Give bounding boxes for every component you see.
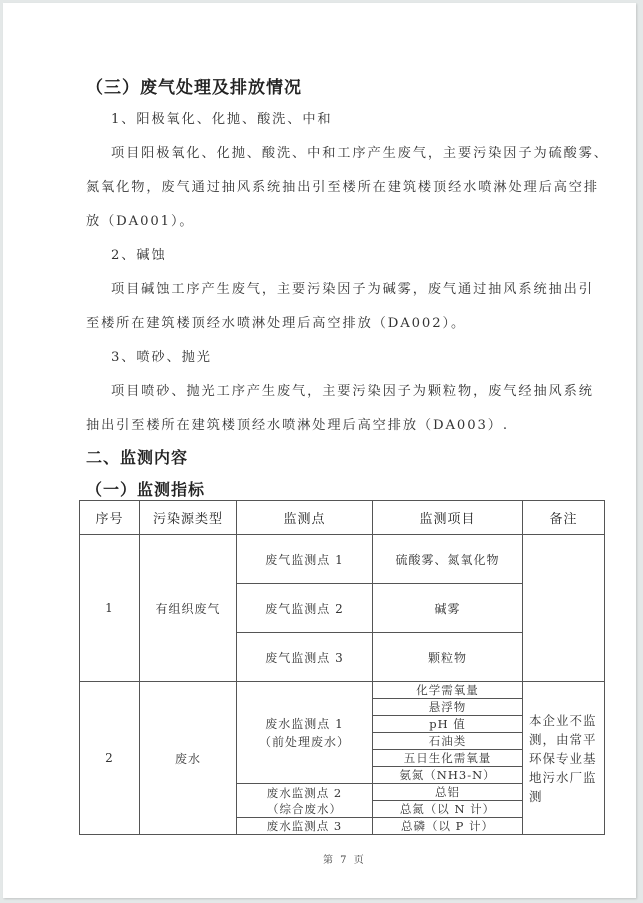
item-1-line-1: 项目阳极氧化、化抛、酸洗、中和工序产生废气，主要污染因子为硫酸雾、 — [111, 146, 609, 161]
cell-remarks: 本企业不监测，由常平环保专业基地污水厂监测 — [523, 682, 605, 835]
item-3-line-2: 抽出引至楼所在建筑楼顶经水喷淋处理后高空排放（DA003）. — [86, 418, 509, 433]
item-1-line-2: 氮氧化物，废气通过抽风系统抽出引至楼所在建筑楼顶经水喷淋处理后高空排 — [86, 180, 599, 195]
document-page — [3, 3, 636, 898]
cell-no: 1 — [80, 535, 140, 682]
cell-item: 氨氮（NH3-N） — [373, 767, 523, 784]
item-1-line-3: 放（DA001）。 — [86, 214, 195, 229]
monitoring-table — [79, 500, 605, 835]
cell-item: pH 值 — [373, 716, 523, 733]
cell-remarks — [523, 535, 605, 682]
chapter-heading-monitoring: 二、监测内容 — [86, 448, 189, 467]
cell-item: 石油类 — [373, 733, 523, 750]
header-monitoring-point: 监测点 — [237, 501, 373, 535]
point-name: 废水监测点 2 — [266, 785, 343, 800]
table-header-row — [80, 501, 605, 535]
point-sub: （综合废水） — [267, 801, 342, 816]
cell-item: 颗粒物 — [373, 633, 523, 682]
point-sub: （前处理废水） — [258, 734, 350, 749]
item-2-line-2: 至楼所在建筑楼顶经水喷淋处理后高空排放（DA002）。 — [86, 316, 467, 331]
cell-point — [237, 682, 373, 784]
cell-item: 碱雾 — [373, 584, 523, 633]
header-remarks: 备注 — [523, 501, 605, 535]
item-3-title: 3、喷砂、抛光 — [111, 350, 212, 365]
cell-item: 总铝 — [373, 784, 523, 801]
cell-item: 化学需氧量 — [373, 682, 523, 699]
item-2-line-1: 项目碱蚀工序产生废气，主要污染因子为碱雾，废气通过抽风系统抽出引 — [111, 282, 594, 297]
cell-point: 废气监测点 1 — [237, 535, 373, 584]
cell-point: 废气监测点 3 — [237, 633, 373, 682]
cell-item: 硫酸雾、氮氧化物 — [373, 535, 523, 584]
item-3-line-1: 项目喷砂、抛光工序产生废气，主要污染因子为颗粒物，废气经抽风系统 — [111, 384, 594, 399]
header-source-type: 污染源类型 — [140, 501, 237, 535]
point-name: 废水监测点 1 — [265, 716, 344, 731]
cell-no: 2 — [80, 682, 140, 835]
cell-item: 总氮（以 N 计） — [373, 801, 523, 818]
table-row — [80, 535, 605, 584]
item-2-title: 2、碱蚀 — [111, 248, 167, 263]
cell-point: 废水监测点 3 — [237, 818, 373, 835]
cell-source-type: 废水 — [140, 682, 237, 835]
subsection-heading-indicators: （一）监测指标 — [86, 480, 206, 499]
cell-item: 悬浮物 — [373, 699, 523, 716]
page-number: 第 7 页 — [323, 855, 366, 866]
cell-item: 总磷（以 P 计） — [373, 818, 523, 835]
header-monitoring-item: 监测项目 — [373, 501, 523, 535]
header-no: 序号 — [80, 501, 140, 535]
table-row — [80, 682, 605, 699]
section-heading-waste-gas: （三）废气处理及排放情况 — [86, 78, 302, 98]
cell-point: 废气监测点 2 — [237, 584, 373, 633]
cell-point — [237, 784, 373, 818]
item-1-title: 1、阳极氧化、化抛、酸洗、中和 — [111, 112, 333, 127]
cell-source-type: 有组织废气 — [140, 535, 237, 682]
cell-item: 五日生化需氧量 — [373, 750, 523, 767]
